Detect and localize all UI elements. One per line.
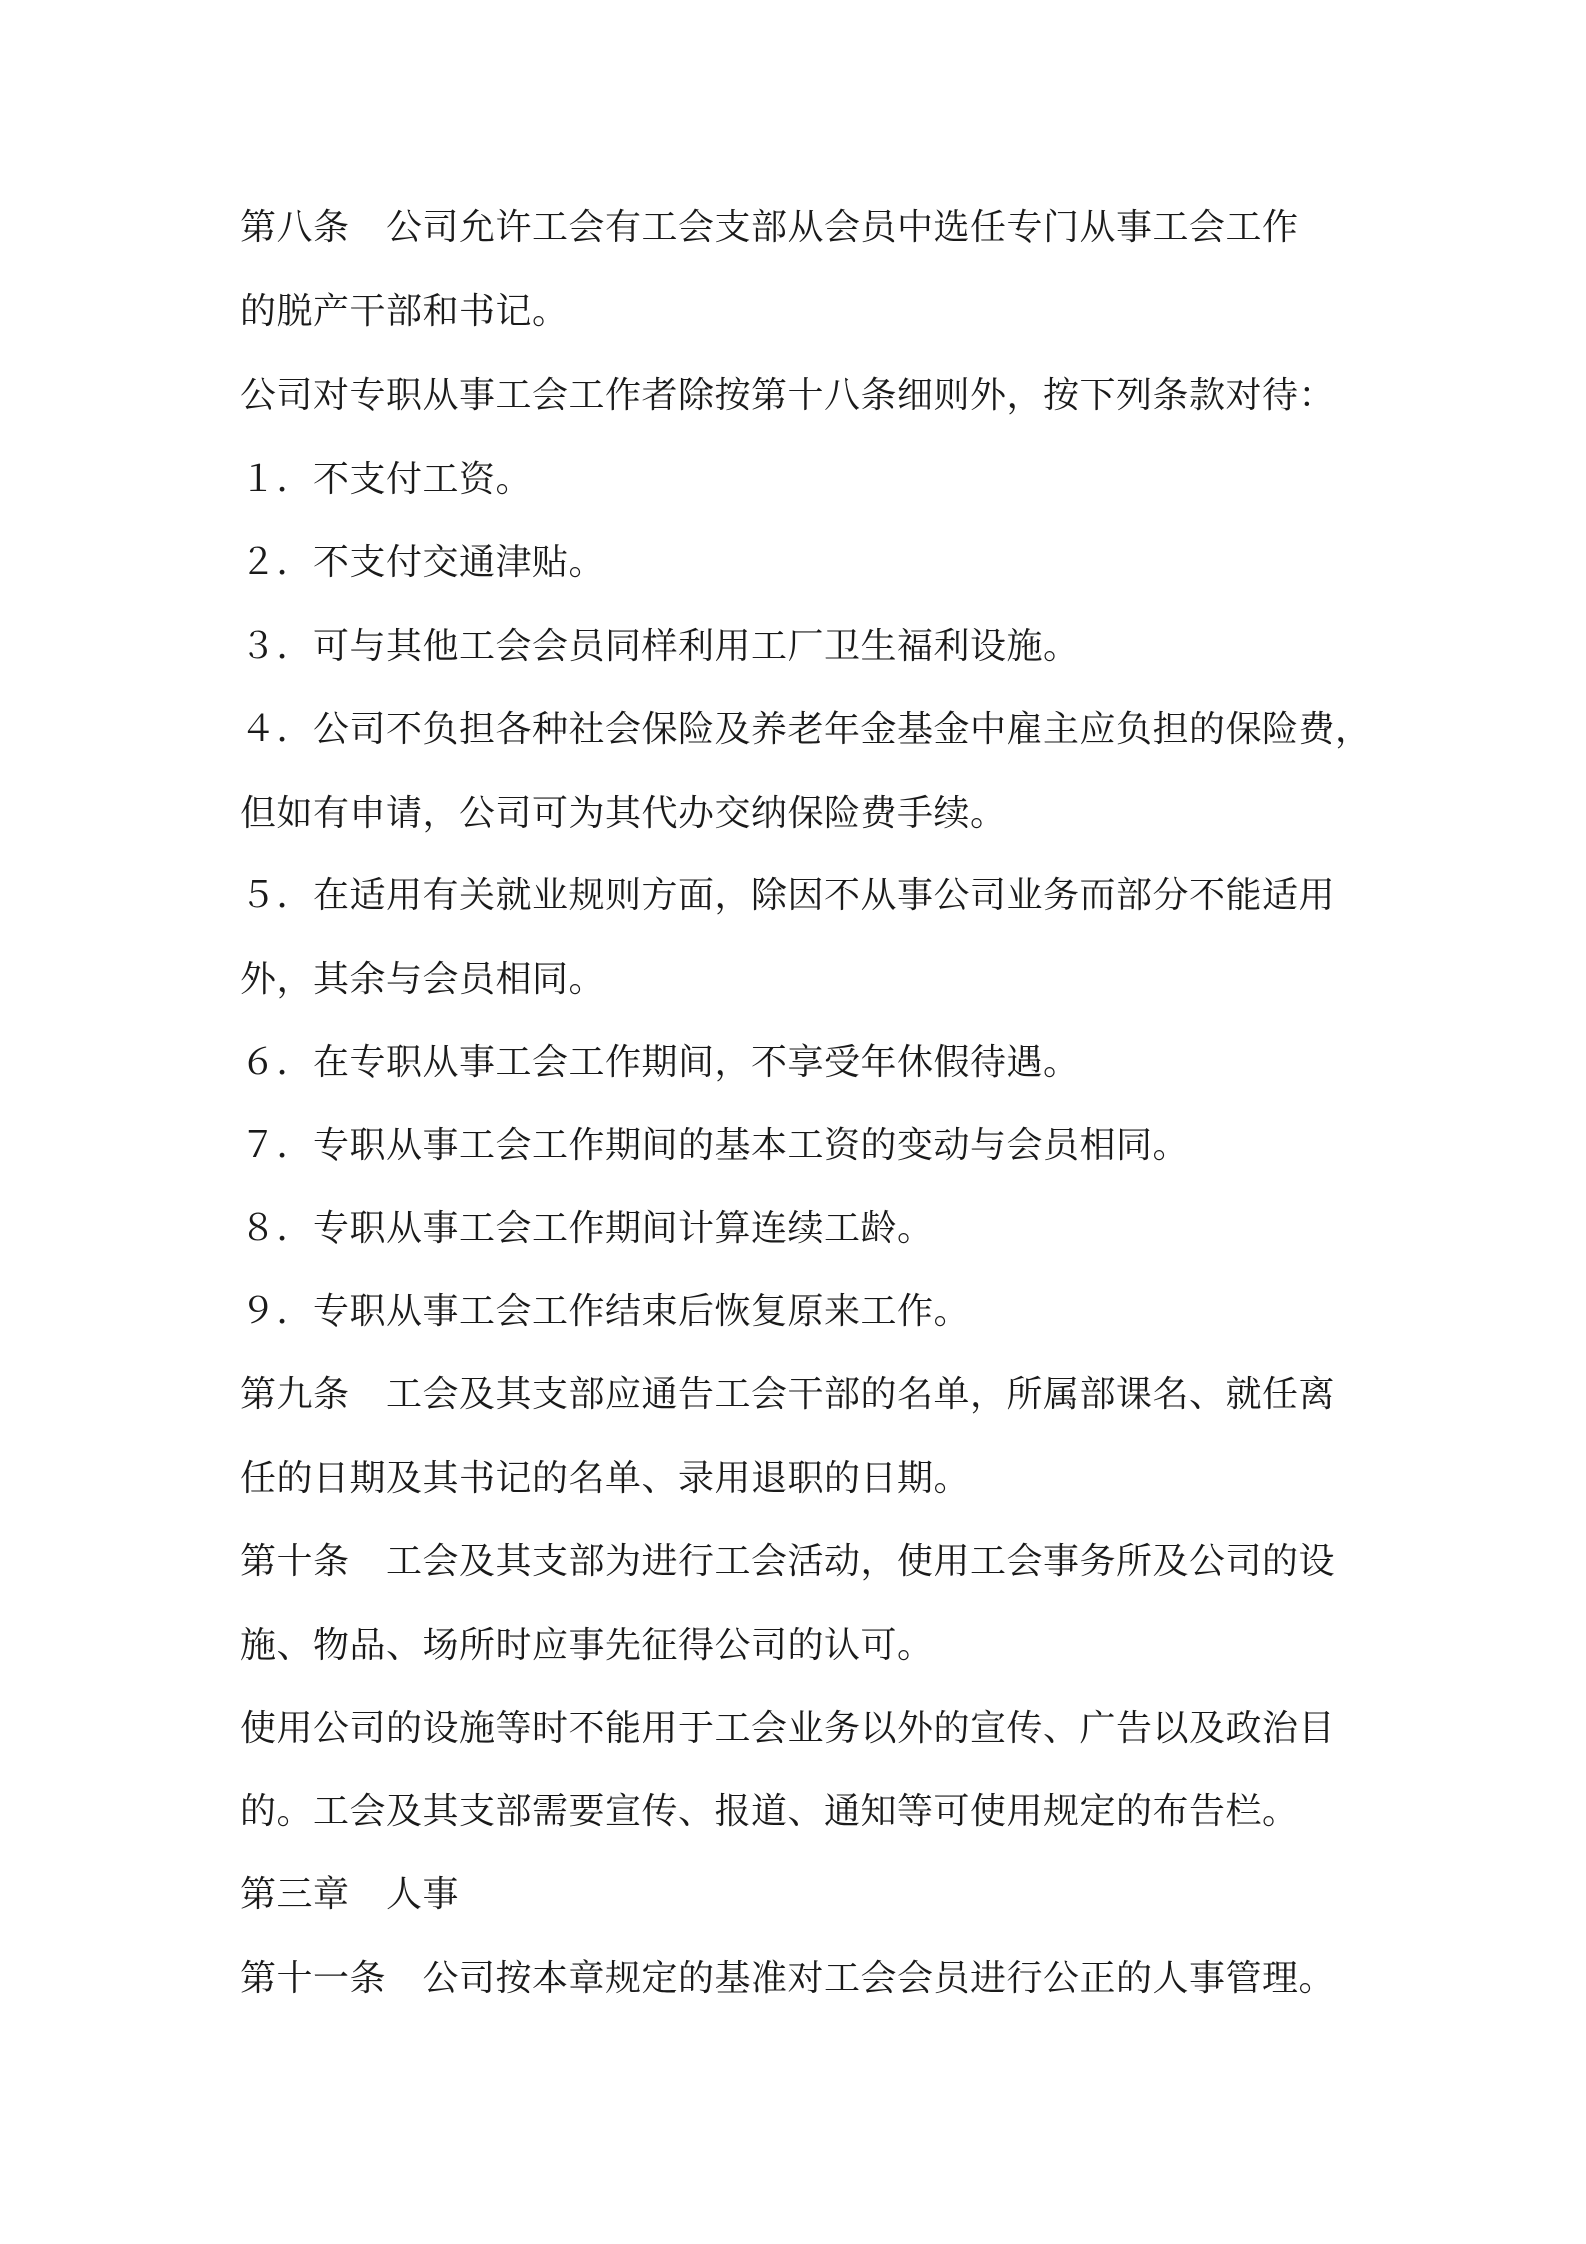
text-line: ７．专职从事工会工作期间的基本工资的变动与会员相同。 (240, 1125, 1190, 1166)
text-line: 第十一条 公司按本章规定的基准对工会会员进行公正的人事管理。 (240, 1958, 1336, 1999)
text-line: 第九条 工会及其支部应通告工会干部的名单，所属部课名、就任离 (240, 1374, 1336, 1415)
text-line: 但如有申请，公司可为其代办交纳保险费手续。 (240, 793, 1007, 834)
text-line: 第八条 公司允许工会有工会支部从会员中选任专门从事工会工作 (240, 207, 1299, 248)
text-line: 施、物品、场所时应事先征得公司的认可。 (240, 1625, 934, 1666)
text-line: 外，其余与会员相同。 (240, 959, 606, 1000)
text-line: ４．公司不负担各种社会保险及养老年金基金中雇主应负担的保险费， (240, 709, 1372, 750)
text-line: 使用公司的设施等时不能用于工会业务以外的宣传、广告以及政治目 (240, 1708, 1336, 1749)
text-line: ３．可与其他工会会员同样利用工厂卫生福利设施。 (240, 626, 1080, 667)
text-line: 任的日期及其书记的名单、录用退职的日期。 (240, 1458, 971, 1499)
text-line: ９．专职从事工会工作结束后恢复原来工作。 (240, 1291, 971, 1332)
text-line: 公司对专职从事工会工作者除按第十八条细则外，按下列条款对待： (240, 375, 1336, 416)
text-line: 的。工会及其支部需要宣传、报道、通知等可使用规定的布告栏。 (240, 1791, 1299, 1832)
text-line: ２．不支付交通津贴。 (240, 542, 606, 583)
text-line: １．不支付工资。 (240, 459, 533, 500)
text-line: ６．在专职从事工会工作期间，不享受年休假待遇。 (240, 1042, 1080, 1083)
text-line: 的脱产干部和书记。 (240, 291, 569, 332)
text-line: ５．在适用有关就业规则方面，除因不从事公司业务而部分不能适用 (240, 875, 1336, 916)
text-line: 第十条 工会及其支部为进行工会活动，使用工会事务所及公司的设 (240, 1541, 1336, 1582)
chapter-heading: 第三章 人事 (240, 1874, 460, 1915)
text-line: ８．专职从事工会工作期间计算连续工龄。 (240, 1208, 934, 1249)
